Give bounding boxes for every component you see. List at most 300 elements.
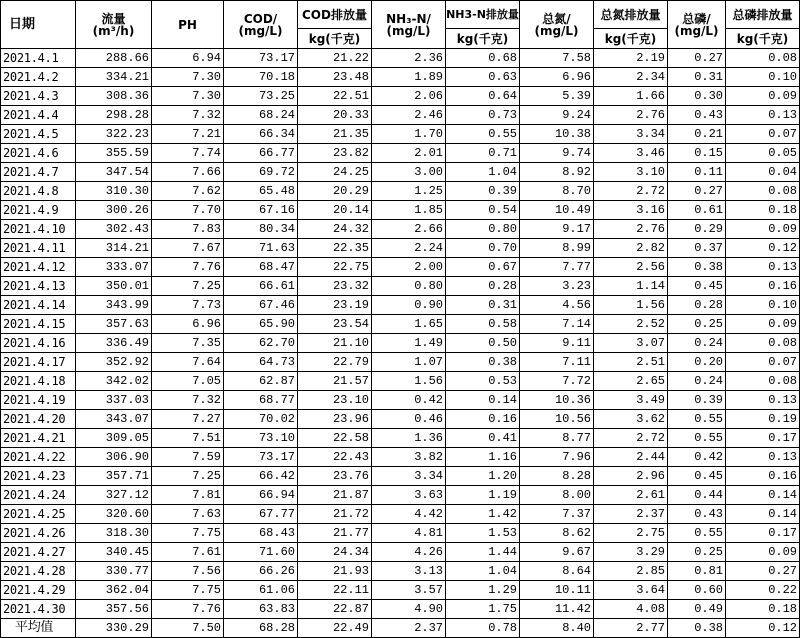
cell-flow: 357.71 (76, 467, 152, 486)
cell-tp: 0.30 (668, 87, 726, 106)
cell-ph: 7.25 (152, 467, 224, 486)
cell-tp-discharge: 0.08 (726, 372, 800, 391)
table-row (1, 334, 800, 353)
cell-date: 2021.4.28 (1, 562, 76, 581)
cell-nh3: 2.06 (372, 87, 446, 106)
cell-date: 2021.4.4 (1, 106, 76, 125)
cell-cod: 66.94 (224, 486, 298, 505)
cell-date: 2021.4.23 (1, 467, 76, 486)
cell-ph: 7.64 (152, 353, 224, 372)
cell-cod-discharge: 21.10 (298, 334, 372, 353)
cell-tn-discharge: 2.82 (594, 239, 668, 258)
cell-ph: 7.51 (152, 429, 224, 448)
table-row (1, 486, 800, 505)
header-tp-discharge-unit: kg(千克) (726, 29, 800, 49)
cell-tp: 0.43 (668, 106, 726, 125)
cell-nh3: 0.90 (372, 296, 446, 315)
cell-tp: 0.24 (668, 372, 726, 391)
table-row (1, 543, 800, 562)
cell-tn: 10.36 (520, 391, 594, 410)
cell-tn: 11.42 (520, 600, 594, 619)
cell-cod: 62.87 (224, 372, 298, 391)
cell-nh3-discharge: 0.14 (446, 391, 520, 410)
cell-cod-discharge: 22.49 (298, 619, 372, 638)
cell-tp: 0.55 (668, 524, 726, 543)
cell-flow: 362.04 (76, 581, 152, 600)
cell-flow: 327.12 (76, 486, 152, 505)
cell-tp: 0.55 (668, 429, 726, 448)
cell-tp: 0.25 (668, 315, 726, 334)
cell-cod-discharge: 20.33 (298, 106, 372, 125)
cell-ph: 7.27 (152, 410, 224, 429)
cell-tp-discharge: 0.08 (726, 182, 800, 201)
cell-cod: 80.34 (224, 220, 298, 239)
cell-nh3-discharge: 0.78 (446, 619, 520, 638)
cell-tn-discharge: 1.14 (594, 277, 668, 296)
cell-tn-discharge: 1.56 (594, 296, 668, 315)
cell-ph: 7.62 (152, 182, 224, 201)
cell-tn-discharge: 4.08 (594, 600, 668, 619)
cell-tn: 8.62 (520, 524, 594, 543)
cell-flow: 322.23 (76, 125, 152, 144)
cell-tn: 10.49 (520, 201, 594, 220)
cell-tn-discharge: 2.85 (594, 562, 668, 581)
table-row (1, 600, 800, 619)
cell-nh3-discharge: 0.16 (446, 410, 520, 429)
cell-cod: 71.60 (224, 543, 298, 562)
cell-date: 2021.4.25 (1, 505, 76, 524)
cell-tn-discharge: 3.29 (594, 543, 668, 562)
cell-nh3-discharge: 1.04 (446, 163, 520, 182)
cell-cod: 73.10 (224, 429, 298, 448)
cell-ph: 6.96 (152, 315, 224, 334)
cell-cod: 62.70 (224, 334, 298, 353)
cell-cod-discharge: 22.58 (298, 429, 372, 448)
cell-ph: 7.70 (152, 201, 224, 220)
cell-cod: 68.47 (224, 258, 298, 277)
cell-flow: 336.49 (76, 334, 152, 353)
cell-cod-discharge: 23.76 (298, 467, 372, 486)
cell-cod: 69.72 (224, 163, 298, 182)
cell-nh3: 2.37 (372, 619, 446, 638)
cell-ph: 7.25 (152, 277, 224, 296)
cell-flow: 355.59 (76, 144, 152, 163)
cell-nh3-discharge: 0.31 (446, 296, 520, 315)
cell-ph: 7.73 (152, 296, 224, 315)
cell-tn-discharge: 3.64 (594, 581, 668, 600)
cell-cod: 65.90 (224, 315, 298, 334)
cell-ph: 7.61 (152, 543, 224, 562)
cell-tn: 7.11 (520, 353, 594, 372)
cell-tp-discharge: 0.19 (726, 410, 800, 429)
cell-ph: 7.76 (152, 258, 224, 277)
cell-tp: 0.28 (668, 296, 726, 315)
cell-tn-discharge: 2.44 (594, 448, 668, 467)
cell-date: 2021.4.22 (1, 448, 76, 467)
cell-nh3-discharge: 0.67 (446, 258, 520, 277)
cell-nh3-discharge: 0.68 (446, 49, 520, 68)
cell-cod: 68.24 (224, 106, 298, 125)
cell-flow: 357.63 (76, 315, 152, 334)
cell-date: 2021.4.19 (1, 391, 76, 410)
cell-nh3-discharge: 0.73 (446, 106, 520, 125)
cell-nh3: 0.42 (372, 391, 446, 410)
cell-tn: 9.17 (520, 220, 594, 239)
cell-nh3-discharge: 0.50 (446, 334, 520, 353)
cell-cod: 70.02 (224, 410, 298, 429)
cell-tn: 10.11 (520, 581, 594, 600)
cell-date: 2021.4.21 (1, 429, 76, 448)
cell-date: 2021.4.14 (1, 296, 76, 315)
cell-tp: 0.43 (668, 505, 726, 524)
header-tn: 总氮/ (mg/L) (520, 1, 594, 49)
table-row (1, 182, 800, 201)
cell-cod-discharge: 22.43 (298, 448, 372, 467)
cell-cod: 68.77 (224, 391, 298, 410)
cell-flow: 310.30 (76, 182, 152, 201)
cell-tn-discharge: 2.19 (594, 49, 668, 68)
cell-nh3: 2.36 (372, 49, 446, 68)
cell-tp-discharge: 0.09 (726, 87, 800, 106)
table-row (1, 125, 800, 144)
cell-date: 2021.4.11 (1, 239, 76, 258)
cell-tp: 0.61 (668, 201, 726, 220)
cell-tp-discharge: 0.16 (726, 277, 800, 296)
cell-nh3-discharge: 1.75 (446, 600, 520, 619)
cell-ph: 7.32 (152, 106, 224, 125)
cell-nh3-discharge: 0.54 (446, 201, 520, 220)
cell-tn: 7.72 (520, 372, 594, 391)
cell-tp-discharge: 0.17 (726, 429, 800, 448)
cell-tp-discharge: 0.14 (726, 505, 800, 524)
table-row (1, 505, 800, 524)
cell-tp: 0.49 (668, 600, 726, 619)
cell-ph: 7.35 (152, 334, 224, 353)
cell-tp-discharge: 0.14 (726, 486, 800, 505)
cell-date: 2021.4.9 (1, 201, 76, 220)
cell-nh3: 3.34 (372, 467, 446, 486)
cell-cod: 66.77 (224, 144, 298, 163)
cell-nh3: 4.90 (372, 600, 446, 619)
cell-nh3-discharge: 0.64 (446, 87, 520, 106)
cell-tn-discharge: 3.62 (594, 410, 668, 429)
cell-tp-discharge: 0.22 (726, 581, 800, 600)
table-row (1, 353, 800, 372)
cell-cod-discharge: 21.22 (298, 49, 372, 68)
cell-nh3-discharge: 0.28 (446, 277, 520, 296)
cell-cod-discharge: 21.93 (298, 562, 372, 581)
cell-tn: 7.14 (520, 315, 594, 334)
cell-cod-discharge: 24.25 (298, 163, 372, 182)
cell-nh3-discharge: 1.16 (446, 448, 520, 467)
cell-nh3: 1.65 (372, 315, 446, 334)
cell-tp: 0.31 (668, 68, 726, 87)
cell-ph: 7.75 (152, 581, 224, 600)
cell-nh3-discharge: 1.04 (446, 562, 520, 581)
cell-date: 2021.4.20 (1, 410, 76, 429)
cell-flow: 350.01 (76, 277, 152, 296)
cell-tn: 7.77 (520, 258, 594, 277)
cell-tp-discharge: 0.07 (726, 353, 800, 372)
cell-ph: 7.83 (152, 220, 224, 239)
cell-date: 2021.4.30 (1, 600, 76, 619)
cell-date: 2021.4.16 (1, 334, 76, 353)
table-row (1, 144, 800, 163)
cell-tp: 0.29 (668, 220, 726, 239)
cell-ph: 7.59 (152, 448, 224, 467)
cell-cod-discharge: 21.35 (298, 125, 372, 144)
cell-nh3: 1.25 (372, 182, 446, 201)
cell-nh3-discharge: 0.71 (446, 144, 520, 163)
cell-date: 平均值 (1, 619, 76, 638)
cell-date: 2021.4.8 (1, 182, 76, 201)
cell-cod: 66.61 (224, 277, 298, 296)
cell-ph: 7.75 (152, 524, 224, 543)
header-row (1, 1, 800, 29)
cell-flow: 333.07 (76, 258, 152, 277)
cell-tn-discharge: 3.16 (594, 201, 668, 220)
table-row (1, 277, 800, 296)
cell-date: 2021.4.29 (1, 581, 76, 600)
table-row (1, 581, 800, 600)
table-row (1, 106, 800, 125)
cell-cod: 71.63 (224, 239, 298, 258)
cell-tn-discharge: 2.75 (594, 524, 668, 543)
cell-tp-discharge: 0.08 (726, 334, 800, 353)
cell-tp-discharge: 0.17 (726, 524, 800, 543)
cell-tn-discharge: 2.76 (594, 220, 668, 239)
table-row (1, 448, 800, 467)
header-cod-discharge-unit: kg(千克) (298, 29, 372, 49)
cell-tp-discharge: 0.10 (726, 296, 800, 315)
cell-nh3: 0.46 (372, 410, 446, 429)
table-row (1, 391, 800, 410)
header-ph: PH (152, 1, 224, 49)
cell-tn-discharge: 2.34 (594, 68, 668, 87)
cell-cod-discharge: 22.79 (298, 353, 372, 372)
cell-nh3-discharge: 1.19 (446, 486, 520, 505)
cell-flow: 357.56 (76, 600, 152, 619)
cell-tn: 8.99 (520, 239, 594, 258)
cell-ph: 7.76 (152, 600, 224, 619)
cell-ph: 7.56 (152, 562, 224, 581)
cell-tp-discharge: 0.09 (726, 220, 800, 239)
cell-tp: 0.20 (668, 353, 726, 372)
cell-cod-discharge: 21.87 (298, 486, 372, 505)
cell-nh3-discharge: 0.55 (446, 125, 520, 144)
cell-nh3: 4.81 (372, 524, 446, 543)
cell-nh3-discharge: 0.70 (446, 239, 520, 258)
cell-nh3: 3.82 (372, 448, 446, 467)
cell-tp: 0.27 (668, 182, 726, 201)
table-row (1, 562, 800, 581)
header-nh3-discharge-unit: kg(千克) (446, 29, 520, 49)
cell-tn: 3.23 (520, 277, 594, 296)
cell-flow: 320.60 (76, 505, 152, 524)
cell-tp: 0.55 (668, 410, 726, 429)
cell-tn: 8.00 (520, 486, 594, 505)
average-row (1, 619, 800, 638)
cell-ph: 7.30 (152, 87, 224, 106)
cell-flow: 334.21 (76, 68, 152, 87)
cell-tn-discharge: 2.52 (594, 315, 668, 334)
cell-cod: 65.48 (224, 182, 298, 201)
cell-tp-discharge: 0.09 (726, 315, 800, 334)
cell-ph: 7.32 (152, 391, 224, 410)
cell-flow: 288.66 (76, 49, 152, 68)
cell-date: 2021.4.27 (1, 543, 76, 562)
cell-nh3-discharge: 0.38 (446, 353, 520, 372)
cell-cod-discharge: 23.96 (298, 410, 372, 429)
cell-tp-discharge: 0.18 (726, 201, 800, 220)
cell-nh3: 0.80 (372, 277, 446, 296)
cell-tn-discharge: 2.72 (594, 429, 668, 448)
cell-flow: 314.21 (76, 239, 152, 258)
cell-date: 2021.4.10 (1, 220, 76, 239)
cell-nh3-discharge: 1.42 (446, 505, 520, 524)
cell-nh3: 3.57 (372, 581, 446, 600)
cell-date: 2021.4.1 (1, 49, 76, 68)
cell-flow: 302.43 (76, 220, 152, 239)
cell-flow: 318.30 (76, 524, 152, 543)
cell-date: 2021.4.7 (1, 163, 76, 182)
cell-ph: 7.30 (152, 68, 224, 87)
cell-tp: 0.44 (668, 486, 726, 505)
cell-tp: 0.27 (668, 49, 726, 68)
cell-flow: 330.29 (76, 619, 152, 638)
cell-ph: 7.63 (152, 505, 224, 524)
cell-nh3-discharge: 0.63 (446, 68, 520, 87)
cell-tp-discharge: 0.27 (726, 562, 800, 581)
table-row (1, 467, 800, 486)
table-row (1, 315, 800, 334)
cell-cod: 61.06 (224, 581, 298, 600)
cell-date: 2021.4.5 (1, 125, 76, 144)
cell-nh3-discharge: 0.39 (446, 182, 520, 201)
cell-cod-discharge: 20.14 (298, 201, 372, 220)
cell-nh3: 1.89 (372, 68, 446, 87)
cell-tn: 8.64 (520, 562, 594, 581)
cell-cod-discharge: 21.57 (298, 372, 372, 391)
header-tn-discharge: 总氮排放量 (594, 1, 668, 29)
cell-tp-discharge: 0.04 (726, 163, 800, 182)
table-row (1, 49, 800, 68)
cell-tp-discharge: 0.08 (726, 49, 800, 68)
cell-tn: 7.96 (520, 448, 594, 467)
table-row (1, 410, 800, 429)
cell-tp: 0.45 (668, 467, 726, 486)
cell-nh3: 2.66 (372, 220, 446, 239)
table-row (1, 239, 800, 258)
header-tp: 总磷/ (mg/L) (668, 1, 726, 49)
header-date: 日期 (1, 1, 76, 49)
cell-cod-discharge: 23.82 (298, 144, 372, 163)
table-row (1, 68, 800, 87)
cell-nh3: 1.85 (372, 201, 446, 220)
cell-cod-discharge: 24.34 (298, 543, 372, 562)
cell-tn: 6.96 (520, 68, 594, 87)
cell-cod-discharge: 23.48 (298, 68, 372, 87)
cell-date: 2021.4.15 (1, 315, 76, 334)
cell-nh3: 1.07 (372, 353, 446, 372)
header-flow: 流量 (m³/h) (76, 1, 152, 49)
cell-ph: 7.21 (152, 125, 224, 144)
cell-date: 2021.4.18 (1, 372, 76, 391)
cell-tn: 4.56 (520, 296, 594, 315)
cell-nh3: 2.01 (372, 144, 446, 163)
cell-tp: 0.37 (668, 239, 726, 258)
cell-tp-discharge: 0.10 (726, 68, 800, 87)
cell-flow: 298.28 (76, 106, 152, 125)
cell-tp: 0.15 (668, 144, 726, 163)
cell-cod-discharge: 22.51 (298, 87, 372, 106)
cell-tn: 8.70 (520, 182, 594, 201)
cell-date: 2021.4.26 (1, 524, 76, 543)
cell-flow: 343.07 (76, 410, 152, 429)
cell-flow: 300.26 (76, 201, 152, 220)
cell-tn-discharge: 2.51 (594, 353, 668, 372)
cell-tn: 8.92 (520, 163, 594, 182)
cell-tp-discharge: 0.13 (726, 258, 800, 277)
cell-cod-discharge: 21.72 (298, 505, 372, 524)
header-nh3: NH₃-N/ (mg/L) (372, 1, 446, 49)
cell-cod: 67.46 (224, 296, 298, 315)
cell-tn-discharge: 2.56 (594, 258, 668, 277)
cell-tp-discharge: 0.12 (726, 239, 800, 258)
cell-tn: 7.58 (520, 49, 594, 68)
cell-tp-discharge: 0.07 (726, 125, 800, 144)
cell-nh3: 1.49 (372, 334, 446, 353)
cell-tn: 8.77 (520, 429, 594, 448)
header-tn-discharge-unit: kg(千克) (594, 29, 668, 49)
cell-nh3: 2.24 (372, 239, 446, 258)
cell-cod-discharge: 22.35 (298, 239, 372, 258)
cell-date: 2021.4.12 (1, 258, 76, 277)
cell-nh3-discharge: 1.44 (446, 543, 520, 562)
cell-date: 2021.4.24 (1, 486, 76, 505)
cell-tn: 9.67 (520, 543, 594, 562)
cell-nh3-discharge: 0.53 (446, 372, 520, 391)
cell-tn-discharge: 3.34 (594, 125, 668, 144)
table-row (1, 372, 800, 391)
cell-cod-discharge: 23.54 (298, 315, 372, 334)
cell-cod-discharge: 20.29 (298, 182, 372, 201)
cell-tn-discharge: 3.10 (594, 163, 668, 182)
cell-ph: 7.05 (152, 372, 224, 391)
cell-tp-discharge: 0.09 (726, 543, 800, 562)
cell-flow: 309.05 (76, 429, 152, 448)
cell-date: 2021.4.2 (1, 68, 76, 87)
cell-flow: 343.99 (76, 296, 152, 315)
cell-flow: 340.45 (76, 543, 152, 562)
cell-flow: 352.92 (76, 353, 152, 372)
cell-nh3-discharge: 0.80 (446, 220, 520, 239)
cell-date: 2021.4.13 (1, 277, 76, 296)
cell-tn-discharge: 2.61 (594, 486, 668, 505)
cell-nh3-discharge: 0.41 (446, 429, 520, 448)
table-row (1, 87, 800, 106)
cell-ph: 6.94 (152, 49, 224, 68)
cell-cod-discharge: 23.32 (298, 277, 372, 296)
header-cod: COD/ (mg/L) (224, 1, 298, 49)
cell-tn: 9.74 (520, 144, 594, 163)
cell-nh3: 4.26 (372, 543, 446, 562)
cell-tp-discharge: 0.12 (726, 619, 800, 638)
cell-tp: 0.45 (668, 277, 726, 296)
cell-tn-discharge: 3.07 (594, 334, 668, 353)
cell-cod-discharge: 22.75 (298, 258, 372, 277)
cell-tp: 0.42 (668, 448, 726, 467)
